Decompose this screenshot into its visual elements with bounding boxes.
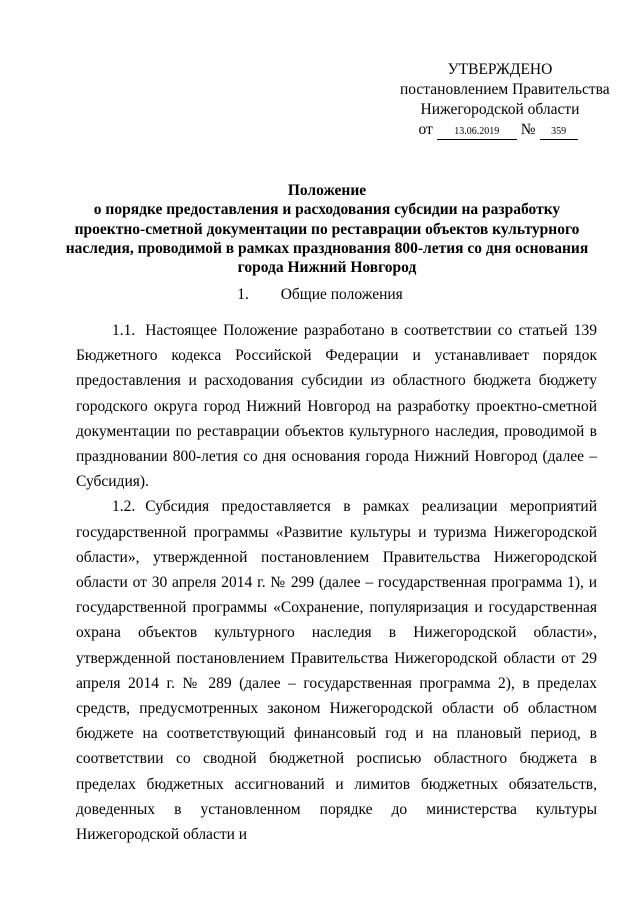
paragraph-number: 1.2. <box>112 498 136 516</box>
title-line: о порядке предоставления и расходования субсидии на разработку <box>93 201 561 219</box>
approval-stamp <box>400 60 610 140</box>
section-title: Общие положения <box>280 286 403 303</box>
paragraph-text: Настоящее Положение разработано в соответствии со статьей 139 Бюджетного кодекса Российской Федерации и устанавливает порядок предоставления и расходования субсидии из областного бюджета бюджету городского округа город Нижний Новгород на разработку проектно-сметной документации по реставрации объектов культурного наследия, проводимой в праздновании 800-летия со дня основания города Нижний Новгород (далее – Субсидия). <box>76 322 597 491</box>
paragraph <box>76 494 597 847</box>
approval-date-line <box>400 120 600 140</box>
approval-date: 13.06.2019 <box>437 125 517 140</box>
paragraph-text: Субсидия предоставляется в рамках реализации мероприятий государственной программы «Развитие культуры и туризма Нижегородской области», утвержденной постановлением Правительства Нижегородской области от 30 апреля 2014 г. № 299 (далее – государственная программа 1), и государственной программы «Сохранение, популяризация и государственная охрана объектов культурного наследия в Нижегородской области», утвержденной постановлением Правительства Нижегородской области от 29 апреля 2014 г. № 289 (далее – государственная программа 2), в пределах средств, предусмотренных законом Нижегородской области об областном бюджете на соответствующий финансовый год и на плановый период, в соответствии со сводной бюджетной росписью областного бюджета в пределах бюджетных ассигнований и лимитов бюджетных обязательств, доведенных в установленном порядке до министерства культуры Нижегородской области и <box>76 498 597 844</box>
document-body <box>76 318 597 847</box>
approval-from-label: от <box>418 121 433 138</box>
approval-heading: УТВЕРЖДЕНО <box>447 61 553 78</box>
approval-number: 359 <box>540 125 578 140</box>
approval-line-region: Нижегородской области <box>420 101 580 118</box>
title-line: Положение <box>287 182 367 199</box>
section-heading <box>0 285 640 305</box>
document-title <box>60 181 594 277</box>
approval-line-government: постановлением Правительства <box>400 81 610 98</box>
approval-number-label: № <box>520 121 536 138</box>
title-line: проектно-сметной документации по реставрации объектов культурного <box>74 220 580 238</box>
title-line: наследия, проводимой в рамках празднования 800-летия со дня основания <box>65 239 589 257</box>
title-line: города Нижний Новгород <box>237 259 417 277</box>
paragraph <box>76 318 597 494</box>
section-number: 1. <box>237 286 249 303</box>
paragraph-number: 1.1. <box>112 322 136 339</box>
